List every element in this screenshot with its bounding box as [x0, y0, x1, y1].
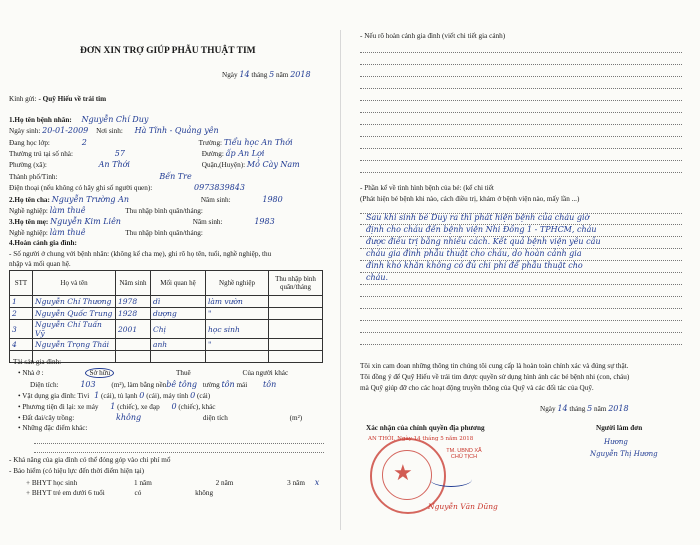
cell-relation: Chị: [151, 320, 206, 339]
addr-label: Thường trú tại số nhà:: [9, 150, 73, 158]
vehicle-label: • Phương tiện đi lại: xe máy: [18, 403, 99, 411]
form-title: ĐƠN XIN TRỢ GIÚP PHẪU THUẬT TIM: [80, 46, 256, 56]
table-row: [10, 308, 323, 320]
insurance-heading: - Bảo hiểm (có hiệu lực đến thời điểm hiện tại): [9, 467, 145, 475]
mother-row: [9, 217, 275, 227]
class-label: Đang học lớp:: [9, 139, 50, 147]
pc-count: 0: [190, 391, 196, 400]
patient-ward-row: [9, 160, 300, 170]
date-year-label: năm: [276, 71, 289, 79]
tv-unit: (cái), tủ lạnh: [100, 392, 138, 400]
cell-stt: 1: [10, 296, 33, 308]
assets-heading: - Tài sản gia đình:: [9, 358, 62, 366]
recipient-value: - Quỹ Hiếu về trái tim: [38, 95, 107, 103]
cell-year: 2001: [116, 320, 151, 339]
cell-name: Nguyễn Quốc Trung: [33, 308, 116, 320]
th-stt: STT: [10, 271, 33, 296]
class-value: 2: [81, 138, 87, 147]
pob-label: Nơi sinh:: [96, 127, 123, 135]
cell-job: làm vườn: [206, 296, 269, 308]
contribution-row: - Khả năng của gia đình có thể đóng góp vào chi phí mổ: [9, 456, 171, 464]
story-line-6: cháu.: [366, 273, 389, 282]
pledge-line-1: Tôi xin cam đoan những thông tin chúng tôi cung cấp là hoàn toàn chính xác và đúng sự thật.: [360, 362, 629, 370]
street-label: Đường:: [201, 150, 224, 158]
father-name: Nguyễn Trường An: [51, 195, 130, 204]
th-job: Nghề nghiệp: [206, 271, 269, 296]
table-row: [10, 296, 323, 308]
cell-name: Nguyễn Trọng Thái: [33, 339, 116, 351]
patient-dob-row: [9, 126, 219, 136]
disease-label: - Phần kể về tình hình bệnh của bé: (kể chi tiết: [360, 184, 494, 192]
mother-job: làm thuê: [49, 228, 86, 237]
bhyt-no[interactable]: không: [195, 489, 214, 497]
stamp-text: TM. UBND XÃ CHỦ TỊCH: [446, 448, 482, 460]
confirm-handwriting: AN THỚI, Ngày 14 tháng 5 năm 2018: [368, 436, 474, 442]
other-owner-option[interactable]: Của người khác: [242, 369, 289, 377]
sign-date: [540, 404, 629, 414]
patient-addr-row: [9, 149, 264, 159]
patient-name: Nguyễn Chí Duy: [81, 115, 149, 124]
city-label: Thành phố/Tỉnh:: [9, 173, 58, 181]
pc-unit: (cái): [197, 392, 211, 400]
cell-income: [269, 308, 323, 320]
mother-year-label: Năm sinh:: [192, 218, 223, 226]
phone-label: Điện thoại (nếu không có hãy ghi số người quen):: [9, 184, 153, 192]
bhyt-check-mark: x: [314, 478, 320, 487]
ward-label: Phường (xã):: [9, 161, 47, 169]
stamp-star-icon: ★: [393, 460, 413, 485]
sign-date-year: 2018: [608, 404, 629, 413]
pob-value: Hà Tĩnh - Quảng yên: [134, 126, 219, 135]
bhyt-student-label: + BHYT học sinh: [26, 479, 78, 487]
father-heading: 2.Họ tên cha:: [9, 196, 50, 204]
area-unit: (m²), làm bằng nền: [111, 381, 167, 389]
date-month-label: tháng: [251, 71, 268, 79]
bike-unit: (chiếc), khác: [178, 403, 216, 411]
city-value: Bến Tre: [159, 172, 192, 181]
column-divider: [340, 30, 341, 530]
sign-date-year-label: năm: [594, 405, 607, 413]
disease-hint: (Phát hiện bé bệnh khi nào, cách điều trị, khám ở bệnh viện nào, mấy lần ...): [360, 195, 580, 203]
cell-year: 1928: [116, 308, 151, 320]
sign-date-prefix: Ngày: [540, 405, 556, 413]
district-label: Quận,(Huyện):: [201, 161, 246, 169]
washer-label: (cái), máy tính: [146, 392, 189, 400]
area-label: Diện tích:: [30, 381, 59, 389]
th-relation: Mối quan hệ: [151, 271, 206, 296]
official-name: Nguyễn Văn Dũng: [428, 502, 498, 511]
mother-income-label: Thu nhập bình quân/tháng:: [125, 229, 203, 237]
district-value: Mỏ Cày Nam: [246, 160, 300, 169]
story-line-4: cháu gia đình phẫu thuật cho cháu, do hoàn cảnh gia: [366, 249, 582, 258]
phone-value: 0973839843: [194, 183, 245, 192]
moto-count: 1: [110, 402, 116, 411]
bike-count: 0: [171, 402, 177, 411]
patient-city-row: [9, 172, 192, 182]
date-day: 14: [239, 70, 250, 79]
family-table-header: [10, 271, 323, 296]
floor-value: bê tông: [166, 380, 197, 389]
patient-heading: 1.Họ tên bệnh nhân:: [9, 116, 72, 124]
applicant-sign-2: Nguyễn Thị Hương: [590, 450, 658, 458]
house-row: [18, 369, 288, 378]
situation-intro-2: nhập và mối quan hệ.: [9, 260, 71, 268]
mother-year: 1983: [254, 217, 275, 226]
sign-date-month-label: tháng: [569, 405, 586, 413]
father-job: làm thuê: [49, 206, 86, 215]
father-job-row: [9, 206, 203, 216]
cell-relation: anh: [151, 339, 206, 351]
patient-class-row: [9, 138, 293, 148]
father-job-label: Nghề nghiệp:: [9, 207, 48, 215]
school-label: Trường:: [198, 139, 223, 147]
land-area-label: diện tích: [202, 414, 228, 422]
bhyt-2-year[interactable]: 2 năm: [215, 479, 234, 487]
applicant-label: Người làm đơn: [596, 424, 643, 432]
table-row: [10, 339, 323, 351]
cell-income: [269, 339, 323, 351]
cell-stt: 3: [10, 320, 33, 339]
father-year: 1980: [262, 195, 283, 204]
area-value: 103: [80, 380, 96, 389]
th-income: Thu nhập bình quân/tháng: [269, 271, 323, 296]
moto-unit: (chiếc), xe đạp: [117, 403, 160, 411]
land-row: [18, 413, 302, 423]
cell-stt: 2: [10, 308, 33, 320]
patient-name-row: [9, 115, 148, 125]
pledge-line-3: mà Quỹ giúp đỡ cho các hoạt động truyền thông của Quỹ và các đối tác của Quỹ.: [360, 384, 594, 392]
vehicle-row: [18, 402, 216, 412]
cell-income: [269, 320, 323, 339]
cell-job: ": [206, 308, 269, 320]
cell-relation: dì: [151, 296, 206, 308]
rent-option[interactable]: Thuê: [175, 369, 191, 377]
story-line-3: được điều trị bằng nhiều cách. Kết quả bệnh viện yêu cầu: [366, 237, 601, 246]
items-row: [18, 391, 210, 401]
area-row: [30, 380, 276, 390]
cell-relation: dượng: [151, 308, 206, 320]
date-year: 2018: [290, 70, 311, 79]
father-row: [9, 195, 283, 205]
house-label: • Nhà ở :: [18, 369, 44, 377]
special-row: • Những đặc điểm khác:: [18, 424, 88, 432]
cell-name: Nguyễn Chí Thương: [33, 296, 116, 308]
story-line-1: Sau khi sinh bé Duy ra thì phát hiện bệnh của cháu giờ: [366, 213, 590, 222]
cell-job: học sinh: [206, 320, 269, 339]
th-name: Họ và tên: [33, 271, 116, 296]
insurance-row-1: [26, 478, 319, 488]
fridge-count: 0: [139, 391, 145, 400]
bhyt-child-label: + BHYT trẻ em dưới 6 tuổi: [26, 489, 105, 497]
wall-label: tường: [202, 381, 220, 389]
bhyt-3-year[interactable]: 3 năm: [287, 479, 305, 487]
cell-name: Nguyễn Chí Tuấn Vỹ: [33, 320, 116, 339]
table-row: [10, 320, 323, 339]
dob-label: Ngày sinh:: [9, 127, 41, 135]
own-option[interactable]: Sở hữu: [85, 368, 114, 378]
bhyt-1-year[interactable]: 1 năm: [134, 479, 152, 487]
cell-stt: 4: [10, 339, 33, 351]
items-label: • Vật dụng gia đình: Tivi: [18, 392, 90, 400]
pledge-line-2: Tôi đồng ý để Quỹ Hiếu về trái tim được quyền sử dụng hình ảnh các bé bệnh nhi (con, cháu): [360, 373, 630, 381]
situation-heading: 4.Hoàn cảnh gia đình:: [9, 239, 77, 247]
dob-value: 20-01-2009: [42, 126, 89, 135]
story-line-5: đình khó khăn không có đủ chi phí để phẫu thuật cho: [366, 261, 583, 270]
confirm-label: Xác nhận của chính quyền địa phương: [366, 424, 485, 432]
tv-count: 1: [94, 391, 100, 400]
insurance-row-2: [26, 489, 213, 498]
cell-income: [269, 296, 323, 308]
recipient: [9, 95, 106, 104]
date-line: [222, 70, 311, 80]
recipient-label: Kính gửi:: [9, 95, 37, 103]
wall-value: tôn: [221, 380, 235, 389]
mother-job-label: Nghề nghiệp:: [9, 229, 48, 237]
mother-heading: 3.Họ tên mẹ:: [9, 218, 49, 226]
roof-label: mái: [236, 381, 248, 389]
land-unit: (m²): [289, 414, 303, 422]
situation-intro-1: - Số người ở chung với bệnh nhân: (không kể cha mẹ), ghi rõ họ tên, tuổi, nghề nghiệp, thu: [9, 250, 272, 258]
sign-date-month: 5: [587, 404, 593, 413]
addr-value: 57: [114, 149, 125, 158]
reason-label: - Nếu rõ hoàn cảnh gia đình (viết chi tiết gia cảnh): [360, 32, 506, 40]
th-year: Năm sinh: [116, 271, 151, 296]
sign-date-day: 14: [557, 404, 568, 413]
land-label: • Đất đai/cây trồng:: [18, 414, 75, 422]
date-month: 5: [269, 70, 275, 79]
street-value: ấp An Lợi: [225, 149, 265, 158]
story-line-2: định cho cháu đến bệnh viện Nhi Đồng 1 - TPHCM, cháu: [366, 225, 597, 234]
date-prefix: Ngày: [222, 71, 238, 79]
roof-value: tôn: [263, 380, 277, 389]
ward-value: An Thới: [98, 160, 130, 169]
cell-year: 1978: [116, 296, 151, 308]
cell-year: [116, 339, 151, 351]
bhyt-yes[interactable]: có: [134, 489, 142, 497]
patient-phone-row: [9, 183, 245, 193]
land-value: không: [116, 413, 142, 422]
father-income-label: Thu nhập bình quân/tháng:: [125, 207, 203, 215]
applicant-sign-1: Hương: [604, 438, 628, 446]
mother-job-row: [9, 228, 203, 238]
family-table: [9, 270, 323, 363]
official-signature: [430, 472, 472, 487]
cell-job: ": [206, 339, 269, 351]
father-year-label: Năm sinh:: [200, 196, 231, 204]
mother-name: Nguyễn Kim Liên: [50, 217, 121, 226]
school-value: Tiểu học An Thới: [223, 138, 293, 147]
